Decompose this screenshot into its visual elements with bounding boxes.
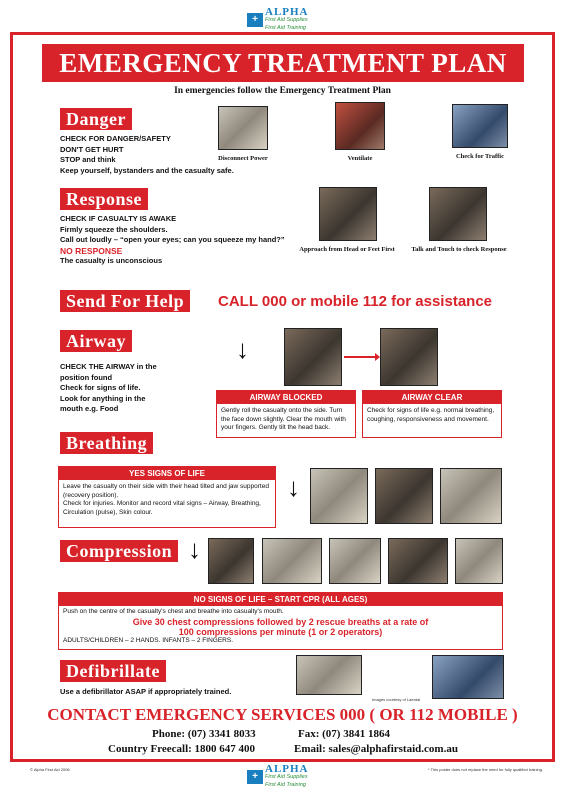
airway-blocked-photo — [284, 328, 342, 386]
fax-number: Fax: (07) 3841 1864 — [298, 728, 390, 740]
logo-line2: First Aid Training — [265, 782, 306, 788]
logo-line2: First Aid Training — [265, 25, 306, 31]
danger-line: STOP and think — [60, 155, 116, 164]
yes-signs-line: Leave the casualty on their side with their head tilted and jaw supported (recovery position). — [63, 483, 269, 499]
airway-clear-box — [362, 390, 502, 438]
cpr-text — [59, 606, 502, 648]
cpr-line: Push on the centre of the casualty's chest and breathe into casualty's mouth. — [63, 608, 284, 615]
right-arrow-icon — [344, 356, 376, 358]
airway-line: CHECK THE AIRWAY in the — [60, 362, 157, 371]
airway-line: Look for anything in the — [60, 393, 146, 403]
danger-caption: Check for Traffic — [455, 153, 505, 160]
yes-signs-line: Check for injuries. Monitor and record vital signs – Airway, Breathing, Circulation (pulse), Skin colour. — [63, 500, 261, 516]
cpr-title: NO SIGNS OF LIFE – START CPR (ALL AGES) — [59, 593, 502, 606]
danger-line: CHECK FOR DANGER/SAFETY — [60, 134, 171, 143]
first-aid-cross-icon: + — [247, 770, 263, 784]
cpr-line: ADULTS/CHILDREN – 2 HANDS. INFANTS – 2 FINGERS. — [63, 636, 233, 644]
danger-caption: Ventilate — [347, 155, 373, 162]
defibrillator-photo — [296, 655, 362, 695]
email-address: Email: sales@alphafirstaid.com.au — [294, 743, 458, 755]
logo-line1: First Aid Supplies — [265, 17, 308, 23]
image-credit: Images courtesy of Laerdal — [372, 697, 421, 702]
cpr-red-line: Give 30 chest compressions followed by 2 rescue breaths at a rate of — [132, 616, 429, 627]
cpr-photo — [388, 538, 448, 584]
breathing-heading: Breathing — [60, 432, 153, 454]
copyright: © Alpha First Aid 2006 — [30, 767, 70, 772]
logo-brand: ALPHA — [265, 6, 309, 18]
response-text — [60, 214, 285, 267]
cpr-photo — [208, 538, 254, 584]
contact-emergency: CONTACT EMERGENCY SERVICES 000 ( OR 112 MOBILE ) — [47, 705, 518, 724]
airway-blocked-text: Gently roll the casualty onto the side. Turn the face down slightly. Clear the mouth with your fingers. Gently tilt the head back. — [221, 407, 346, 431]
down-arrow-icon: ↓ — [236, 334, 249, 364]
logo-brand: ALPHA — [265, 763, 309, 775]
disconnect-power-photo — [218, 106, 268, 150]
cpr-red-line: 100 compressions per minute (1 or 2 operators) — [178, 626, 383, 637]
airway-text — [60, 362, 157, 415]
airway-clear-title: AIRWAY CLEAR — [363, 391, 501, 404]
recovery-photo — [310, 468, 368, 524]
airway-clear-text: Check for signs of life e.g. normal breathing, coughing, responsiveness and movement. — [367, 407, 495, 423]
alpha-logo-bottom — [247, 765, 309, 789]
danger-heading: Danger — [60, 108, 132, 130]
danger-caption: Disconnect Power — [218, 155, 268, 162]
yes-signs-title: YES SIGNS OF LIFE — [59, 467, 275, 480]
compression-heading: Compression — [60, 540, 178, 562]
first-aid-cross-icon: + — [247, 13, 263, 27]
cpr-box — [58, 592, 503, 650]
cpr-photo — [455, 538, 503, 584]
phone-number: Phone: (07) 3341 8033 — [152, 728, 256, 740]
airway-line: position found — [60, 372, 113, 382]
cpr-photo — [329, 538, 381, 584]
defibrillator-photo — [432, 655, 504, 699]
call-000-text: CALL 000 or mobile 112 for assistance — [218, 293, 493, 310]
response-caption: Talk and Touch to check Response — [411, 246, 507, 253]
airway-blocked-box — [216, 390, 356, 438]
cpr-photo — [262, 538, 322, 584]
airway-line: mouth e.g. Food — [60, 404, 119, 413]
approach-photo — [319, 187, 377, 241]
defib-text: Use a defibrillator ASAP if appropriately trained. — [60, 687, 232, 696]
yes-signs-box — [58, 466, 276, 528]
airway-blocked-title: AIRWAY BLOCKED — [217, 391, 355, 404]
response-caption: Approach from Head or Feet First — [299, 246, 395, 253]
page-title: EMERGENCY TREATMENT PLAN — [42, 44, 524, 82]
logo-line1: First Aid Supplies — [265, 774, 308, 780]
no-response-label: NO RESPONSE — [60, 245, 123, 256]
down-arrow-icon: ↓ — [287, 472, 300, 502]
response-heading: Response — [60, 188, 148, 210]
recovery-photo — [440, 468, 502, 524]
ventilate-photo — [335, 102, 385, 150]
danger-text — [60, 134, 234, 176]
send-help-heading: Send For Help — [60, 290, 190, 312]
danger-line: DON'T GET HURT — [60, 144, 124, 154]
danger-line: Keep yourself, bystanders and the casualty safe. — [60, 165, 234, 175]
disclaimer: * This poster does not replace the need for fully qualified training. — [428, 767, 544, 772]
defib-heading: Defibrillate — [60, 660, 166, 682]
yes-signs-text — [59, 480, 275, 520]
airway-heading: Airway — [60, 330, 132, 352]
response-line: CHECK IF CASUALTY IS AWAKE — [60, 214, 177, 223]
recovery-photo — [375, 468, 433, 524]
check-traffic-photo — [452, 104, 508, 148]
response-line: Firmly squeeze the shoulders. — [60, 224, 168, 234]
talk-touch-photo — [429, 187, 487, 241]
freecall-number: Country Freecall: 1800 647 400 — [108, 743, 256, 755]
alpha-logo-top — [247, 8, 309, 32]
response-line: Call out loudly – “open your eyes; can you squeeze my hand?” — [60, 235, 285, 244]
response-unconscious: The casualty is unconscious — [60, 256, 163, 265]
page-subtitle: In emergencies follow the Emergency Treatment Plan — [174, 86, 391, 96]
down-arrow-icon: ↓ — [188, 534, 201, 564]
airway-line: Check for signs of life. — [60, 383, 141, 392]
airway-clear-photo — [380, 328, 438, 386]
